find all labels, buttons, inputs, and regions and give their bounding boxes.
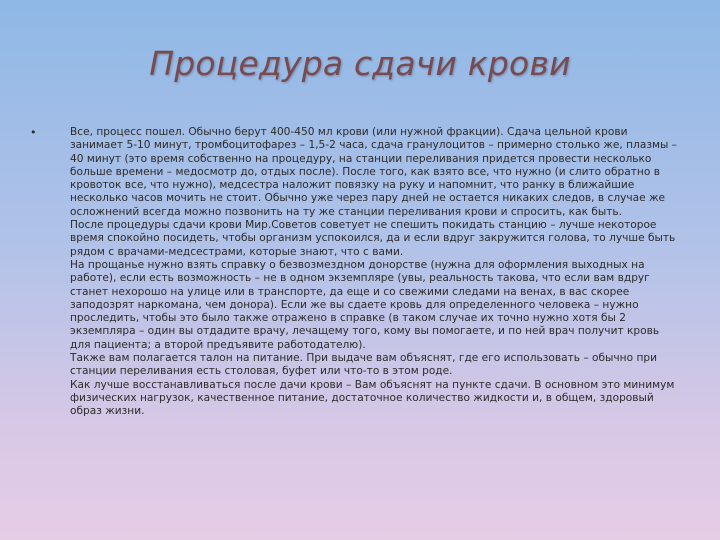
paragraph-after-procedure: После процедуры сдачи крови Мир.Советов советует не спешить покидать станцию – лучше некоторое время спокойно посидеть, чтобы организм успокоился, да и если вдруг закружится голова, то лучше быть рядом с врачами-медсестрами, которые знают, что с вами. — [70, 219, 676, 258]
paragraph-recovery: Как лучше восстанавливаться после дачи крови – Вам объяснят на пункте сдачи. В основном это минимум физических нагрузок, качественное питание, достаточное количество жидкости и, в общем, здоровый образ жизни. — [70, 378, 675, 418]
slide-title: Процедура сдачи крови — [149, 44, 571, 83]
paragraph-procedure: Все, процесс пошел. Обычно берут 400-450 мл крови (или нужной фракции). Сдача цельной крови занимает 5-10 минут, тромбоцитофарез – 1,5-2 часа, сдача гранулоцитов – примерно столько же, плазмы – 40 минут (это время собственно на процедуру, на станции переливания придется провести несколько больше времени – медосмотр до, отдых после). После того, как взято все, что нужно (и слито обратно в кровоток все, что нужно), медсестра наложит повязку на руку и напомнит, что ранку в ближайшие несколько часов мочить не стоит. Обычно уже через пару дней не остается никаких следов, в случае же осложнений всегда можно позвонить на ту же станции переливания крови и спросить, как быть. — [70, 126, 677, 218]
paragraph-meal-voucher: Также вам полагается талон на питание. При выдаче вам объяснят, где его использовать – обычно при станции переливания есть столовая, буфет или что-то в этом роде. — [70, 352, 657, 378]
paragraph-certificate: На прощанье нужно взять справку о безвозмездном донорстве (нужна для оформления выходных на работе), если есть возможность – не в одном экземпляре (увы, реальность такова, что если вам вдруг станет нехорошо на улице или в транспорте, да еще и со свежими следами на венах, в вас скорее заподозрят наркомана, чем донора). Если же вы сдаете кровь для определенного человека – нужно проследить, чтобы это было также отражено в справке (в таком случае их точно нужно хотя бы 2 экземпляра – один вы отдадите врачу, лечащему того, кому вы помогаете, и по ней врач получит кровь для пациента; а второй предъявите работодателю). — [70, 258, 660, 351]
bullet-marker: • — [30, 126, 37, 139]
slide-body-text — [70, 126, 680, 419]
